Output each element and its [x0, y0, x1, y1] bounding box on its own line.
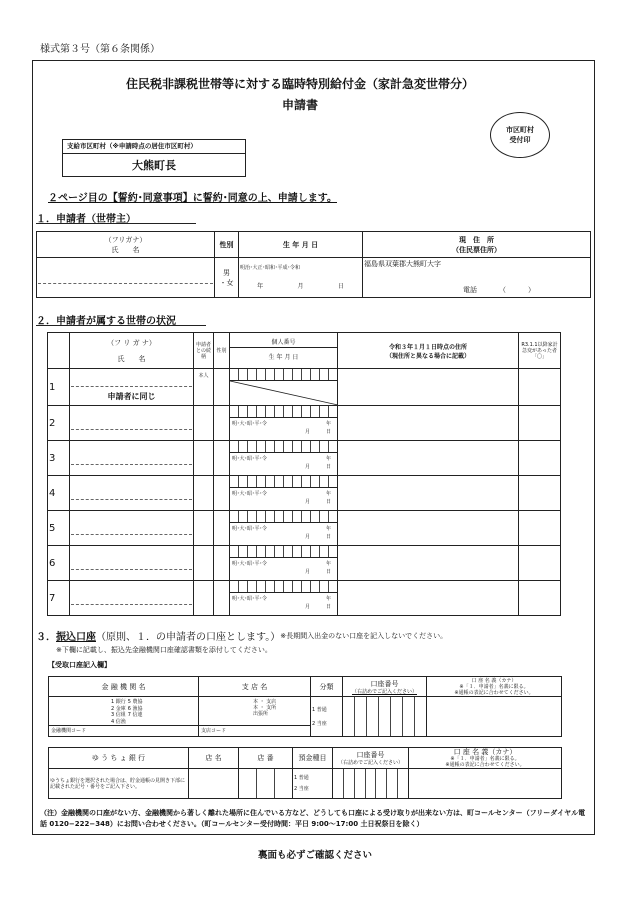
- yucho-holder-cell[interactable]: [409, 769, 562, 799]
- r3-cell[interactable]: [519, 546, 561, 581]
- birth-eras: 明治･大正･昭和･平成･令和: [240, 265, 301, 271]
- yucho-holder-header: [409, 748, 562, 769]
- applicant-birth-cell[interactable]: [239, 258, 363, 298]
- bank-code-label: 金融機関コード: [51, 728, 87, 734]
- store-name-header: 店 名: [189, 748, 239, 769]
- row-number: 1: [48, 369, 70, 406]
- address-value: 福島県双葉郡大熊町大字: [364, 260, 441, 268]
- bank-type-option[interactable]: 5 農協: [127, 699, 143, 705]
- phone-label: 電話: [463, 286, 477, 294]
- gender-male[interactable]: 男: [223, 268, 230, 277]
- prior-address-cell[interactable]: [338, 369, 519, 406]
- yucho-table: [48, 747, 562, 799]
- row-number: 2: [48, 406, 70, 441]
- yucho-note: ゆうちょ銀行を選択された場合は、貯金通帳の見開き下部に記載された記号・番号をご記入下さい。: [49, 769, 189, 799]
- category-cell[interactable]: [311, 697, 343, 737]
- branch-code-row[interactable]: [199, 725, 310, 736]
- member-birth-eras: 明･大･昭･平･令: [232, 421, 268, 427]
- bank-type-list: [111, 697, 143, 725]
- member-number-birth-cell[interactable]: [230, 511, 338, 546]
- household-table: [47, 332, 561, 616]
- prior-address-cell[interactable]: [338, 406, 519, 441]
- account-no-sublabel: （右詰めでご記入ください）: [351, 688, 417, 695]
- member-birth-year: 年: [325, 596, 331, 602]
- municipality-label: 支給市区町村（※申請時点の居住市区町村）: [63, 140, 245, 154]
- member-number-birth-cell[interactable]: [230, 546, 338, 581]
- member-birth-month: 月: [304, 429, 310, 435]
- yucho-ordinary[interactable]: 1 普通: [294, 775, 309, 782]
- household-row: [48, 441, 561, 476]
- row-number: 3: [48, 441, 70, 476]
- store-no-header: 店 番: [239, 748, 293, 769]
- relation-cell[interactable]: [194, 369, 214, 406]
- bank-name-cell[interactable]: [49, 697, 199, 737]
- prior-address-cell[interactable]: [338, 476, 519, 511]
- member-birth-day: 日: [325, 464, 331, 470]
- prior-address-header: [338, 333, 519, 369]
- deposit-type-header: 預金種目: [293, 748, 333, 769]
- branch-type-option[interactable]: 本 ・ 支店: [253, 699, 277, 705]
- household-row: [48, 581, 561, 616]
- applicant-gender-cell[interactable]: [215, 258, 239, 298]
- yucho-account-cell[interactable]: [333, 769, 409, 799]
- gender-header: 性別: [215, 232, 239, 258]
- form-number: 様式第３号（第６条関係）: [40, 44, 160, 55]
- section3-note1: ※長期間入出金のない口座を記入しないでください。: [280, 632, 448, 640]
- member-gender-cell[interactable]: [214, 406, 230, 441]
- prior-address-label: 令和３年１月１日時点の住所: [388, 343, 467, 351]
- hh-name-header: [70, 333, 194, 369]
- household-row: [48, 369, 561, 406]
- yucho-account-label: 口座番号: [356, 751, 385, 760]
- member-gender-cell[interactable]: [214, 581, 230, 616]
- footnote: （注）金融機関の口座がない方、金融機関から著しく離れた場所に住んでいる方など、どうしても口座による受け取りが出来ない方は、町コールセンター（フリーダイヤル電話 0120−222−348）にお問い合わせください。（町コールセンター受付時間：平日 9:00〜17:00 土日祝祭日を除く）: [40, 809, 586, 828]
- row-number: 6: [48, 546, 70, 581]
- r3-cell[interactable]: [519, 369, 561, 406]
- yucho-account-header: [333, 748, 409, 769]
- member-number-birth-cell[interactable]: [230, 369, 338, 406]
- section3-num: ３．: [36, 632, 56, 643]
- holder-header: [427, 677, 562, 697]
- prior-address-cell[interactable]: [338, 441, 519, 476]
- row-number: 7: [48, 581, 70, 616]
- yucho-holder-note2: ※通帳の表記に合わせてください。: [445, 762, 525, 769]
- member-number-birth-cell[interactable]: [230, 476, 338, 511]
- category-header: 分類: [311, 677, 343, 697]
- member-name-cell[interactable]: [70, 406, 194, 441]
- member-name-cell[interactable]: [70, 511, 194, 546]
- member-birth-day: 日: [325, 604, 331, 610]
- member-birth-month: 月: [304, 464, 310, 470]
- account-no-header: [343, 677, 427, 697]
- relation-header: 申請者との続柄: [194, 333, 214, 369]
- row-num-header: [48, 333, 70, 369]
- member-name-cell[interactable]: [70, 369, 194, 406]
- applicant-name-cell[interactable]: [37, 258, 215, 298]
- relation-cell[interactable]: [194, 441, 214, 476]
- member-birth-day: 日: [325, 429, 331, 435]
- r3-cell[interactable]: [519, 476, 561, 511]
- row-number: 4: [48, 476, 70, 511]
- row-number: 5: [48, 511, 70, 546]
- reception-stamp: [490, 112, 550, 158]
- form-subtitle: 申請書: [281, 98, 318, 112]
- r3-cell[interactable]: [519, 581, 561, 616]
- bank-type-option[interactable]: 4 信漁: [111, 718, 126, 725]
- member-birth-eras: 明･大･昭･平･令: [232, 561, 268, 567]
- yucho-holder-label: 口 座 名 義（カナ）: [453, 748, 517, 756]
- member-birth-day: 日: [325, 499, 331, 505]
- member-birth-year: 年: [325, 421, 331, 427]
- section2-underline: [36, 325, 206, 326]
- member-number-birth-cell[interactable]: [230, 581, 338, 616]
- prior-address-cell[interactable]: [338, 511, 519, 546]
- prior-address-cell[interactable]: [338, 581, 519, 616]
- bank-name-header: 金 融 機 関 名: [49, 677, 199, 697]
- member-birth-year: 年: [325, 561, 331, 567]
- branch-type-option[interactable]: 出張所: [253, 711, 269, 717]
- member-gender-cell[interactable]: [214, 546, 230, 581]
- phone-paren-open: （: [499, 286, 506, 294]
- bank-type-option[interactable]: 7 信連: [127, 712, 143, 718]
- branch-code-label: 支店コード: [201, 728, 227, 734]
- household-row: [48, 546, 561, 581]
- municipality-box: [62, 139, 246, 177]
- bank-table: [48, 676, 562, 737]
- yucho-store-name-cell[interactable]: [189, 769, 239, 799]
- section1-heading: １．申請者（世帯主）: [36, 214, 136, 225]
- same-as-applicant: 申請者に同じ: [107, 391, 156, 401]
- applicant-address-cell[interactable]: [363, 258, 591, 298]
- self-label: 本人: [198, 373, 209, 379]
- member-birth-month: 月: [304, 499, 310, 505]
- member-name-cell[interactable]: [70, 581, 194, 616]
- member-name-cell[interactable]: [70, 546, 194, 581]
- member-birth-eras: 明･大･昭･平･令: [232, 456, 268, 462]
- branch-type-option[interactable]: 本 ・ 支所: [253, 705, 277, 711]
- r3-cell[interactable]: [519, 441, 561, 476]
- diagonal-strike: [230, 381, 338, 405]
- section2-heading: ２．申請者が属する世帯の状況: [36, 316, 176, 327]
- stamp-line1: 市区町村: [506, 126, 534, 134]
- bank-type-option[interactable]: 2 金庫: [111, 705, 126, 712]
- member-birth-year: 年: [325, 456, 331, 462]
- r3-cell[interactable]: [519, 511, 561, 546]
- prior-address-sublabel: （現住所と異なる場合に記載）: [385, 352, 470, 360]
- branch-name-header: 支 店 名: [199, 677, 311, 697]
- member-number-birth-cell[interactable]: [230, 406, 338, 441]
- member-birth-month: 月: [304, 569, 310, 575]
- account-no-cell[interactable]: [343, 697, 427, 737]
- member-birth-eras: 明･大･昭･平･令: [232, 596, 268, 602]
- type-current[interactable]: 2 当座: [312, 720, 327, 727]
- personal-no-header: [230, 333, 338, 369]
- household-row: [48, 511, 561, 546]
- birth-year: 年: [257, 283, 264, 290]
- yucho-holder-note1: ※「１．申請者」名義に限る。: [450, 756, 520, 763]
- member-name-cell[interactable]: [70, 441, 194, 476]
- section1-underline: [36, 223, 196, 224]
- member-birth-eras: 明･大･昭･平･令: [232, 526, 268, 532]
- member-birth-day: 日: [325, 569, 331, 575]
- member-birth-eras: 明･大･昭･平･令: [232, 491, 268, 497]
- form-title: 住民税非課税世帯等に対する臨時特別給付金（家計急変世帯分）: [125, 77, 474, 91]
- branch-type-list: [253, 697, 276, 725]
- municipality-value: 大熊町長: [132, 159, 176, 172]
- household-row: [48, 476, 561, 511]
- member-birth-year: 年: [325, 526, 331, 532]
- household-row: [48, 406, 561, 441]
- member-gender-cell[interactable]: [214, 476, 230, 511]
- r3-cell[interactable]: [519, 406, 561, 441]
- name-label: 氏 名: [111, 245, 140, 254]
- member-birth-month: 月: [304, 534, 310, 540]
- member-birth-day: 日: [325, 534, 331, 540]
- agreement-text: ２ページ目の【誓約･同意事項】に誓約･同意の上、申請します。: [48, 193, 337, 204]
- birth-header: 生 年 月 日: [239, 232, 363, 258]
- furigana-header: [37, 232, 215, 258]
- relation-cell[interactable]: [194, 476, 214, 511]
- member-number-birth-cell[interactable]: [230, 441, 338, 476]
- type-ordinary[interactable]: 1 普通: [312, 706, 327, 713]
- yucho-store-no-cell[interactable]: [239, 769, 293, 799]
- hh-birth-label: 生 年 月 日: [268, 354, 299, 361]
- address-header: [363, 232, 591, 258]
- yucho-current[interactable]: 2 当座: [294, 786, 309, 793]
- yucho-header: ゆ う ち ょ 銀 行: [49, 748, 189, 769]
- relation-cell[interactable]: [194, 511, 214, 546]
- r3-header: R3.1.1以降家計急変があった者「〇」: [519, 333, 561, 369]
- member-birth-month: 月: [304, 604, 310, 610]
- birth-day: 日: [337, 283, 344, 290]
- gender-female[interactable]: ・女: [219, 278, 234, 287]
- section3-paren: （原則、１．の申請者の口座とします。）: [96, 632, 281, 643]
- member-birth-year: 年: [325, 491, 331, 497]
- relation-cell[interactable]: [194, 546, 214, 581]
- account-no-label: 口座番号: [370, 679, 399, 688]
- address-label: 現 住 所: [459, 235, 494, 244]
- bank-type-option[interactable]: 1 銀行: [111, 699, 126, 705]
- section3-note2: ※下欄に記載し、振込先金融機関口座確認書類を添付してください。: [56, 646, 272, 654]
- holder-cell[interactable]: [427, 697, 562, 737]
- address-sublabel: （住民票住所）: [452, 245, 501, 254]
- back-notice: 裏面も必ずご確認ください: [257, 850, 372, 861]
- section3-title: 振込口座: [56, 632, 96, 643]
- yucho-deposit-cell[interactable]: [293, 769, 333, 799]
- stamp-line2: 受付印: [509, 136, 531, 144]
- bank-type-option[interactable]: 6 漁協: [127, 705, 143, 712]
- applicant-table: [36, 231, 591, 298]
- yucho-account-sublabel: （右詰めでご記入ください）: [337, 760, 403, 767]
- hh-furigana: （フ リ ガ ナ）: [107, 338, 156, 347]
- furigana-label: （フリガナ）: [104, 235, 147, 244]
- holder-label: 口 座 名 義（カナ）: [471, 677, 517, 684]
- section3-heading: [36, 628, 447, 643]
- relation-cell[interactable]: [194, 406, 214, 441]
- bank-type-option[interactable]: 3 信組: [111, 712, 126, 718]
- holder-note1: ※「１．申請者」名義に限る。: [459, 683, 529, 690]
- phone-paren-close: ）: [528, 286, 535, 294]
- branch-name-cell[interactable]: [199, 697, 311, 737]
- hh-name: 氏 名: [117, 354, 146, 363]
- bank-code-row[interactable]: [49, 725, 198, 736]
- member-gender-cell[interactable]: [214, 369, 230, 406]
- hh-gender-header: 性別: [214, 333, 230, 369]
- receive-label: 【受取口座記入欄】: [48, 661, 111, 669]
- member-gender-cell[interactable]: [214, 511, 230, 546]
- prior-address-cell[interactable]: [338, 546, 519, 581]
- personal-no-label: 個人番号: [230, 336, 337, 348]
- member-gender-cell[interactable]: [214, 441, 230, 476]
- birth-month: 月: [297, 283, 304, 290]
- holder-note2: ※通帳の表記に合わせてください。: [454, 689, 534, 696]
- relation-cell[interactable]: [194, 581, 214, 616]
- member-name-cell[interactable]: [70, 476, 194, 511]
